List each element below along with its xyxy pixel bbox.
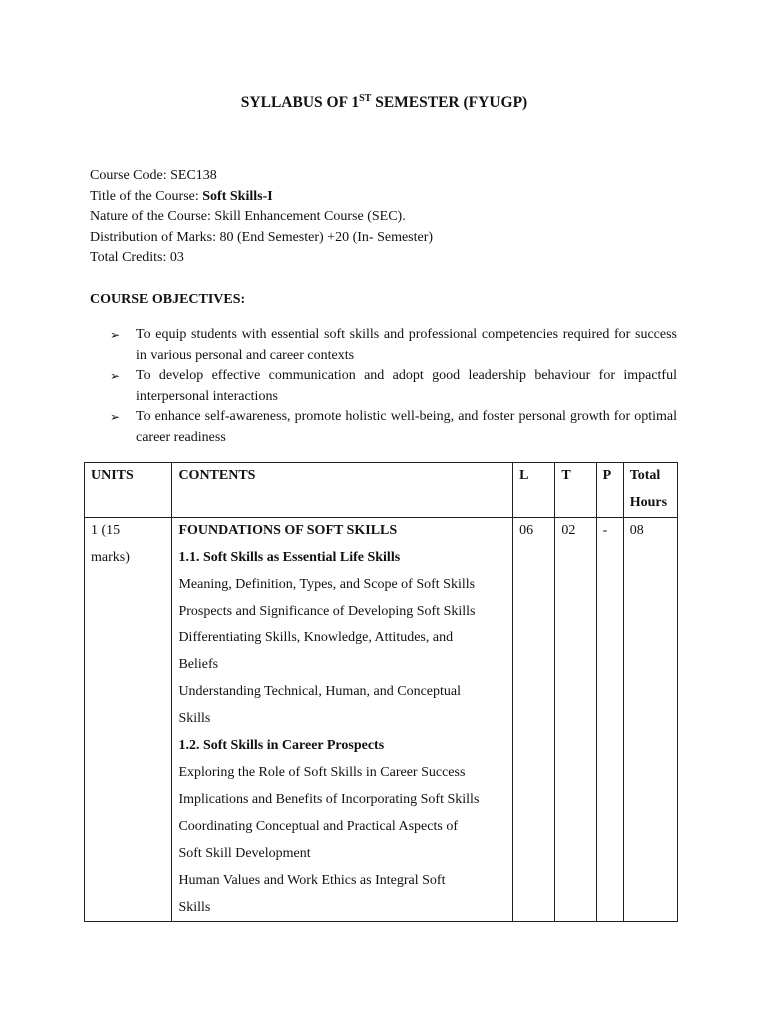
header-practical: P: [596, 463, 623, 518]
header-total-line-1: Total: [629, 468, 661, 483]
content-line: Implications and Benefits of Incorporating Soft Skills: [178, 791, 480, 807]
course-code-value: SEC138: [170, 168, 217, 183]
objectives-heading: COURSE OBJECTIVES:: [90, 292, 246, 307]
objective-text: To equip students with essential soft skills and professional competencies required for success in various personal and career contexts: [136, 327, 677, 363]
contents-cell: [172, 517, 513, 922]
title-suffix: SEMESTER (FYUGP): [371, 94, 528, 111]
total-credits: Total Credits: 03: [90, 250, 184, 265]
content-line: Soft Skill Development: [178, 845, 311, 861]
course-nature: Nature of the Course: Skill Enhancement Course (SEC).: [90, 209, 406, 224]
course-title-label: Title of the Course:: [90, 188, 203, 204]
subsection-heading: 1.2. Soft Skills in Career Prospects: [178, 738, 385, 754]
practical-hours-cell: -: [596, 517, 623, 922]
content-line: Skills: [178, 711, 211, 727]
table-row: [85, 517, 678, 922]
header-lecture: L: [513, 463, 555, 518]
title-superscript: ST: [359, 93, 372, 104]
subsection-heading: 1.1. Soft Skills as Essential Life Skills: [178, 549, 401, 565]
title-prefix: SYLLABUS OF 1: [240, 94, 360, 111]
unit-heading: FOUNDATIONS OF SOFT SKILLS: [178, 522, 398, 538]
lecture-hours-cell: 06: [513, 517, 555, 922]
header-total-line-2: Hours: [629, 494, 668, 510]
content-line: Understanding Technical, Human, and Conceptual: [178, 684, 462, 700]
arrow-bullet-icon: ➢: [110, 369, 121, 383]
objective-item: [110, 407, 677, 448]
header-contents: CONTENTS: [172, 463, 513, 518]
unit-line-1: 1 (15: [91, 522, 121, 538]
content-line: Skills: [178, 899, 211, 915]
objective-item: [110, 325, 677, 366]
header-tutorial: T: [555, 463, 596, 518]
course-code-label: Course Code:: [90, 168, 171, 183]
objective-text: To enhance self-awareness, promote holistic well-being, and foster personal growth for optimal career readiness: [136, 409, 677, 445]
total-hours-cell: 08: [623, 517, 677, 922]
course-title-row: [90, 187, 433, 208]
arrow-bullet-icon: ➢: [110, 410, 121, 424]
header-units: UNITS: [85, 463, 172, 518]
content-line: Exploring the Role of Soft Skills in Career Success: [178, 764, 466, 780]
objective-text: To develop effective communication and adopt good leadership behaviour for impactful interpersonal interactions: [136, 368, 677, 404]
content-line: Coordinating Conceptual and Practical Aspects of: [178, 818, 458, 834]
course-info: [90, 166, 433, 269]
unit-line-2: marks): [91, 549, 130, 565]
content-line: Human Values and Work Ethics as Integral Soft: [178, 872, 446, 888]
table-header-row: [85, 463, 678, 518]
course-code-row: [90, 166, 433, 187]
document-title: [0, 94, 768, 112]
content-line: Differentiating Skills, Knowledge, Attitudes, and: [178, 630, 454, 646]
header-total-hours: [623, 463, 677, 518]
content-line: Prospects and Significance of Developing Soft Skills: [178, 603, 476, 619]
content-line: Beliefs: [178, 657, 219, 673]
content-line: Meaning, Definition, Types, and Scope of Soft Skills: [178, 576, 476, 592]
unit-cell: [85, 517, 172, 922]
tutorial-hours-cell: 02: [555, 517, 596, 922]
marks-distribution: Distribution of Marks: 80 (End Semester) +20 (In- Semester): [90, 229, 434, 245]
objective-item: [110, 366, 677, 407]
course-title-value: Soft Skills-I: [202, 188, 273, 204]
objectives-list: [110, 325, 677, 448]
syllabus-table: [84, 462, 678, 922]
arrow-bullet-icon: ➢: [110, 328, 121, 342]
